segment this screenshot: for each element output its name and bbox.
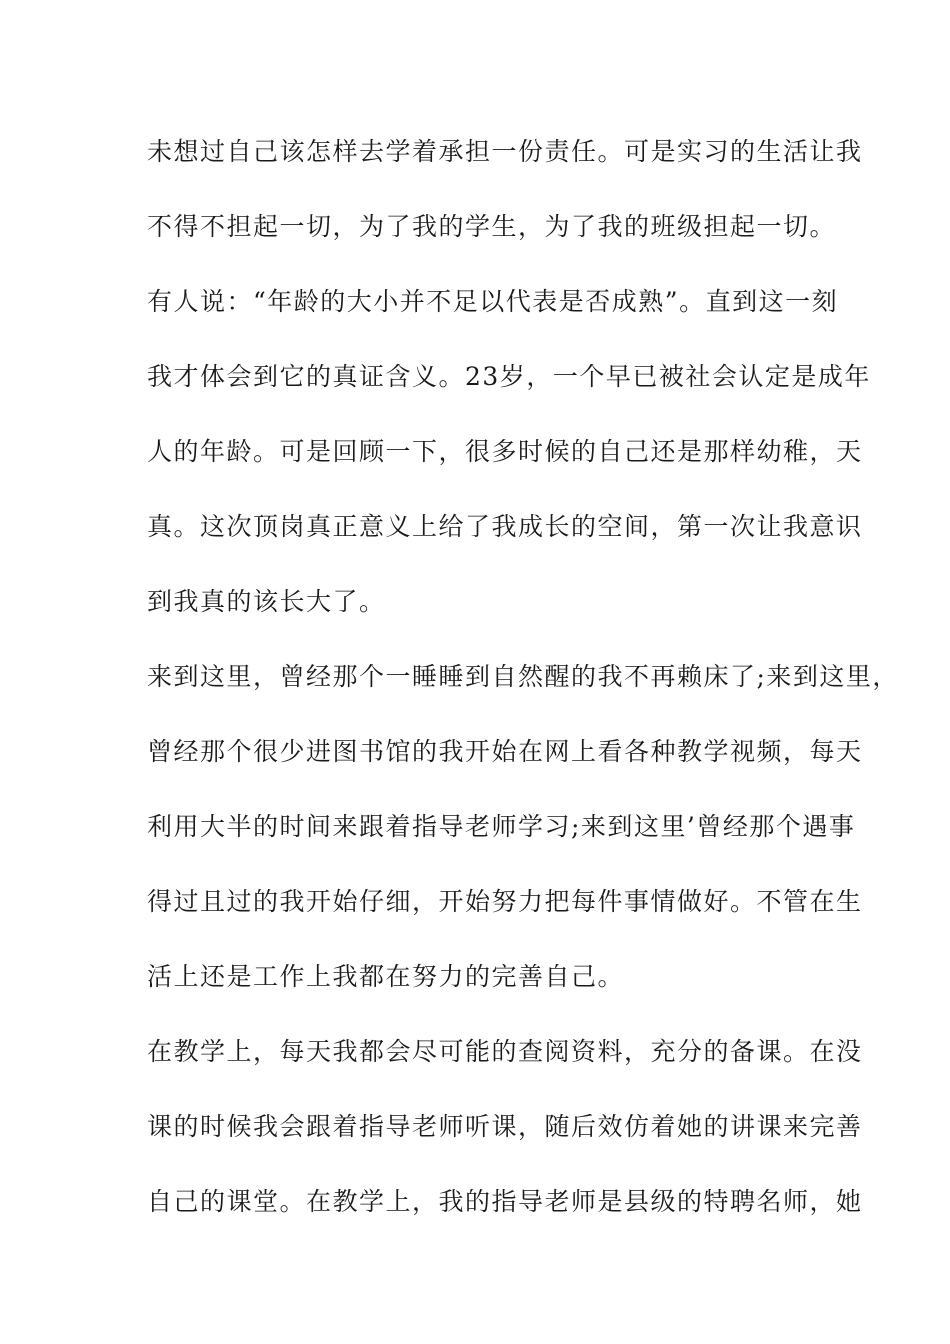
text-line: 不得不担起一切，为了我的学生，为了我的班级担起一切。: [147, 212, 837, 241]
text-line: 活上还是工作上我都在努力的完善自己。: [147, 962, 625, 991]
text-line: 课的时候我会跟着指导老师听课，随后效仿着她的讲课来完善: [147, 1112, 863, 1141]
text-line: 得过且过的我开始仔细，开始努力把每件事情做好。不管在生: [147, 887, 863, 916]
text-line: 我才体会到它的真证含义。23岁，一个早已被社会认定是成年: [147, 362, 871, 391]
text-line: 到我真的该长大了。: [147, 587, 386, 616]
text-line: 真。这次顶岗真正意义上给了我成长的空间，第一次让我意识: [147, 512, 863, 541]
text-line: 有人说：“年龄的大小并不足以代表是否成熟”。直到这一刻: [147, 287, 839, 316]
text-line: 在教学上，每天我都会尽可能的查阅资料，充分的备课。在没: [147, 1037, 863, 1066]
text-line: 自己的课堂。在教学上，我的指导老师是县级的特聘名师，她: [147, 1187, 863, 1216]
text-line: 来到这里，曾经那个一睡睡到自然醒的我不再赖床了;来到这里，: [147, 662, 899, 691]
text-line: 未想过自己该怎样去学着承担一份责任。可是实习的生活让我: [147, 137, 863, 166]
text-line: 人的年龄。可是回顾一下，很多时候的自己还是那样幼稚，天: [147, 437, 863, 466]
text-line: 曾经那个很少进图书馆的我开始在网上看各种教学视频，每天: [147, 737, 863, 766]
text-line: 利用大半的时间来跟着指导老师学习;来到这里’曾经那个遇事: [147, 812, 856, 841]
